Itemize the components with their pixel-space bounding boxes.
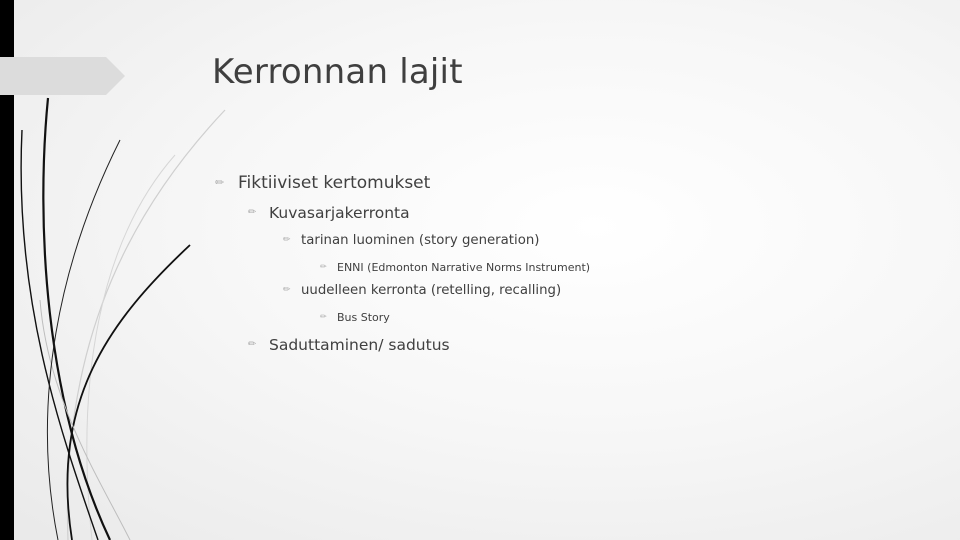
bullet-text: Kuvasarjakerronta [269,204,410,222]
bullet-text: uudelleen kerronta (retelling, recalling) [301,283,562,298]
bullet-text: tarinan luominen (story generation) [301,233,540,248]
pencil-bullet-icon: ✏︎ [283,235,291,245]
pencil-bullet-icon: ✏︎ [248,339,257,350]
bullet-text: Fiktiiviset kertomukset [238,173,431,193]
bullet-text: ENNI (Edmonton Narrative Norms Instrument) [337,261,591,274]
bullet-text: Saduttaminen/ sadutus [269,336,450,354]
pencil-bullet-icon: ✏︎ [215,176,225,189]
slide-title: Kerronnan lajit [212,52,463,92]
pencil-bullet-icon: ✏︎ [320,262,327,271]
pencil-bullet-icon: ✏︎ [248,207,257,218]
pencil-bullet-icon: ✏︎ [283,285,291,295]
pencil-bullet-icon: ✏︎ [320,312,327,321]
bullet-text: Bus Story [337,311,390,324]
